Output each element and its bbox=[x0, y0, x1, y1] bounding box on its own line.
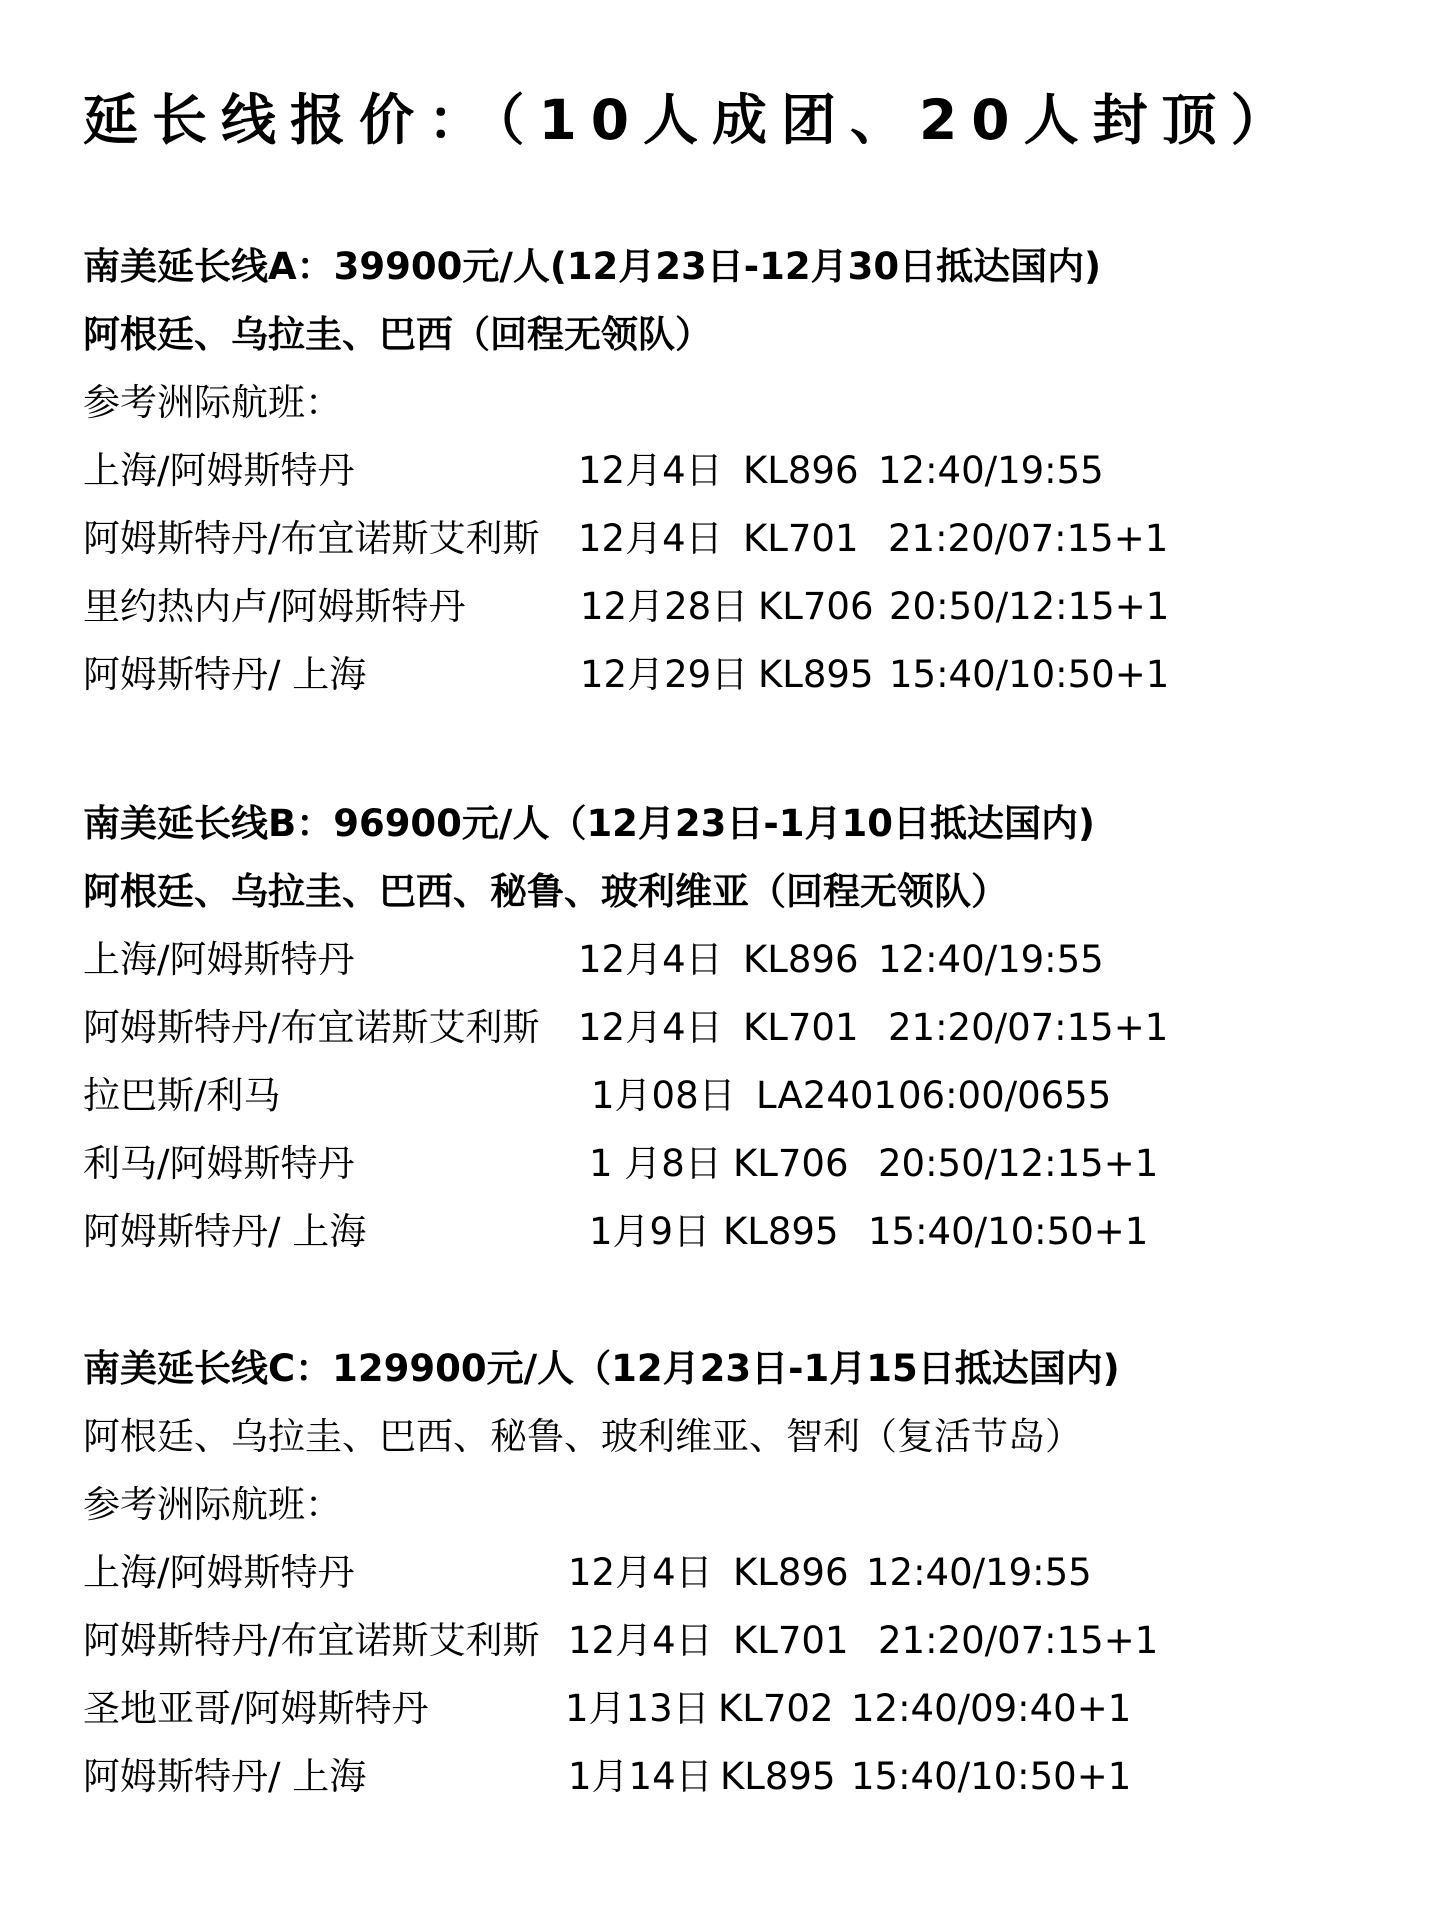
flight-number: KL896 bbox=[743, 938, 859, 981]
flight-time: 15:40/10:50+1 bbox=[889, 653, 1170, 696]
flight-number: LA2401 bbox=[756, 1074, 897, 1117]
flight-route: 上海/阿姆斯特丹 bbox=[83, 938, 355, 981]
flight-number: KL706 bbox=[733, 1142, 849, 1185]
flight-row bbox=[83, 926, 1383, 994]
flight-number: KL701 bbox=[743, 517, 859, 560]
flight-date: 12月4日 bbox=[578, 938, 723, 981]
flight-route: 阿姆斯特丹/布宜诺斯艾利斯 bbox=[83, 517, 540, 560]
flight-route: 上海/阿姆斯特丹 bbox=[83, 449, 355, 492]
flight-route: 阿姆斯特丹/ 上海 bbox=[83, 653, 367, 696]
flight-date: 12月28日 bbox=[580, 585, 749, 628]
flight-time: 12:40/19:55 bbox=[878, 938, 1104, 981]
section-countries: 阿根廷、乌拉圭、巴西、秘鲁、玻利维亚、智利（复活节岛） bbox=[83, 1415, 1082, 1458]
flight-row bbox=[83, 1198, 1383, 1266]
flight-time: 12:40/19:55 bbox=[878, 449, 1104, 492]
flight-row bbox=[83, 1062, 1383, 1130]
flight-date: 12月4日 bbox=[578, 449, 723, 492]
flight-number: KL895 bbox=[758, 653, 874, 696]
flight-date: 1 月8日 bbox=[589, 1142, 722, 1185]
flight-route: 里约热内卢/阿姆斯特丹 bbox=[83, 585, 466, 628]
flight-time: 21:20/07:15+1 bbox=[888, 1006, 1169, 1049]
flight-row bbox=[83, 1743, 1383, 1811]
flight-time: 20:50/12:15+1 bbox=[889, 585, 1170, 628]
section-c bbox=[83, 1335, 1383, 1811]
flight-date: 1月08日 bbox=[591, 1074, 736, 1117]
flight-date: 12月4日 bbox=[568, 1619, 713, 1662]
flight-number: KL896 bbox=[743, 449, 859, 492]
flight-route: 拉巴斯/利马 bbox=[83, 1074, 281, 1117]
flight-route: 利马/阿姆斯特丹 bbox=[83, 1142, 355, 1185]
flight-row bbox=[83, 1607, 1383, 1675]
flight-row bbox=[83, 437, 1383, 505]
reference-flights-label: 参考洲际航班： bbox=[83, 381, 342, 424]
flight-row bbox=[83, 994, 1383, 1062]
flight-number: KL702 bbox=[718, 1687, 834, 1730]
page-title: 延长线报价：（10人成团、20人封顶） bbox=[83, 88, 1300, 152]
flight-time: 15:40/10:50+1 bbox=[868, 1210, 1149, 1253]
section-heading: 南美延长线A：39900元/人(12月23日-12月30日抵达国内) bbox=[83, 245, 1102, 288]
flight-time: 21:20/07:15+1 bbox=[888, 517, 1169, 560]
flight-date: 1月13日 bbox=[565, 1687, 710, 1730]
flight-date: 1月14日 bbox=[568, 1755, 713, 1798]
flight-time: 20:50/12:15+1 bbox=[878, 1142, 1159, 1185]
flight-number: KL701 bbox=[733, 1619, 849, 1662]
flight-row bbox=[83, 641, 1383, 709]
section-b bbox=[83, 790, 1383, 1266]
section-heading: 南美延长线C：129900元/人（12月23日-1月15日抵达国内) bbox=[83, 1347, 1120, 1390]
flight-row bbox=[83, 1675, 1383, 1743]
flight-row bbox=[83, 505, 1383, 573]
flight-number: KL706 bbox=[758, 585, 874, 628]
flight-date: 12月29日 bbox=[580, 653, 749, 696]
flight-row bbox=[83, 1539, 1383, 1607]
flight-time: 12:40/19:55 bbox=[866, 1551, 1092, 1594]
flight-number: KL895 bbox=[723, 1210, 839, 1253]
flight-route: 阿姆斯特丹/ 上海 bbox=[83, 1210, 367, 1253]
section-countries: 阿根廷、乌拉圭、巴西（回程无领队） bbox=[83, 313, 712, 356]
flight-route: 圣地亚哥/阿姆斯特丹 bbox=[83, 1687, 429, 1730]
flight-number: KL895 bbox=[720, 1755, 836, 1798]
section-countries: 阿根廷、乌拉圭、巴西、秘鲁、玻利维亚（回程无领队） bbox=[83, 870, 1008, 913]
flight-time: 12:40/09:40+1 bbox=[851, 1687, 1132, 1730]
flight-row bbox=[83, 573, 1383, 641]
flight-date: 12月4日 bbox=[578, 517, 723, 560]
flight-route: 阿姆斯特丹/ 上海 bbox=[83, 1755, 367, 1798]
flight-time: 15:40/10:50+1 bbox=[851, 1755, 1132, 1798]
reference-flights-label: 参考洲际航班： bbox=[83, 1483, 342, 1526]
flight-route: 阿姆斯特丹/布宜诺斯艾利斯 bbox=[83, 1619, 540, 1662]
flight-route: 阿姆斯特丹/布宜诺斯艾利斯 bbox=[83, 1006, 540, 1049]
flight-number: KL896 bbox=[733, 1551, 849, 1594]
flight-row bbox=[83, 1130, 1383, 1198]
flight-date: 1月9日 bbox=[589, 1210, 711, 1253]
flight-number: KL701 bbox=[743, 1006, 859, 1049]
section-heading: 南美延长线B：96900元/人（12月23日-1月10日抵达国内) bbox=[83, 802, 1095, 845]
flight-date: 12月4日 bbox=[568, 1551, 713, 1594]
flight-route: 上海/阿姆斯特丹 bbox=[83, 1551, 355, 1594]
flight-time: 21:20/07:15+1 bbox=[878, 1619, 1159, 1662]
section-a bbox=[83, 233, 1383, 709]
flight-date: 12月4日 bbox=[578, 1006, 723, 1049]
flight-time: 06:00/0655 bbox=[898, 1074, 1112, 1117]
